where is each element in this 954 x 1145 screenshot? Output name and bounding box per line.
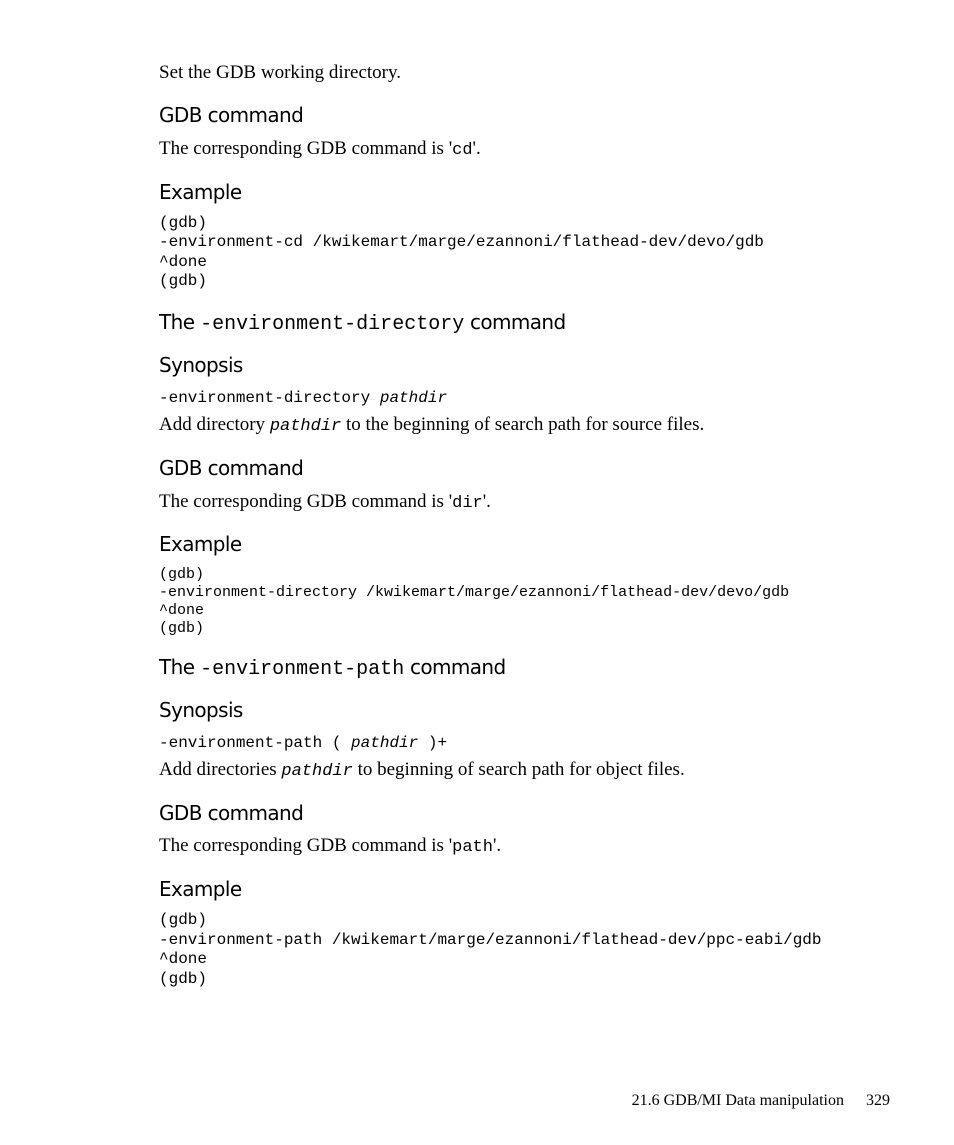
directory-title-post: command xyxy=(464,310,566,334)
directory-gdb-command-text xyxy=(159,491,491,515)
directory-title-pre: The xyxy=(159,310,201,334)
cd-example-code: (gdb) -environment-cd /kwikemart/marge/ezannoni/flathead-dev/devo/gdb ^done (gdb) xyxy=(159,214,764,290)
cd-gdb-code: cd xyxy=(452,141,473,160)
intro-text: Set the GDB working directory. xyxy=(159,62,402,83)
directory-synopsis-heading: Synopsis xyxy=(159,353,243,377)
directory-gdb-command-heading: GDB command xyxy=(159,456,304,480)
path-desc-post: to beginning of search path for object files. xyxy=(352,759,685,780)
cd-example-heading: Example xyxy=(159,180,242,204)
path-example-heading: Example xyxy=(159,877,242,901)
path-synopsis-tail: )+ xyxy=(418,734,448,752)
directory-title-code: -environment-directory xyxy=(200,313,465,336)
page-number: 329 xyxy=(866,1092,890,1109)
path-gdb-command-text xyxy=(159,835,501,859)
directory-example-code: (gdb) -environment-directory /kwikemart/marge/ezannoni/flathead-dev/devo/gdb ^done (gdb) xyxy=(159,566,790,637)
path-desc-code: pathdir xyxy=(281,762,353,781)
directory-desc-post: to the beginning of search path for source files. xyxy=(341,414,705,435)
directory-synopsis-cmd: -environment-directory xyxy=(159,389,380,407)
path-title-code: -environment-path xyxy=(200,658,405,681)
directory-gdb-text-pre: The corresponding GDB command is ' xyxy=(159,491,453,512)
path-example-code: (gdb) -environment-path /kwikemart/marge/ezannoni/flathead-dev/ppc-eabi/gdb ^done (gdb) xyxy=(159,911,822,988)
path-synopsis-code xyxy=(159,733,447,753)
page-footer xyxy=(159,1091,890,1111)
path-description xyxy=(159,759,685,783)
path-gdb-command-heading: GDB command xyxy=(159,801,304,825)
directory-synopsis-arg: pathdir xyxy=(379,389,448,407)
directory-desc-pre: Add directory xyxy=(159,414,270,435)
directory-synopsis-code xyxy=(159,388,447,408)
directory-desc-code: pathdir xyxy=(269,417,342,436)
path-synopsis-arg: pathdir xyxy=(351,734,419,752)
path-title-post: command xyxy=(404,655,506,679)
cd-gdb-text-post: '. xyxy=(472,138,481,159)
cd-gdb-command-text xyxy=(159,138,481,162)
directory-gdb-text-post: '. xyxy=(482,491,491,512)
directory-description xyxy=(159,414,704,438)
path-section-title xyxy=(159,655,506,682)
path-gdb-code: path xyxy=(452,838,493,857)
path-desc-pre: Add directories xyxy=(159,759,282,780)
directory-section-title xyxy=(159,310,566,337)
path-gdb-text-post: '. xyxy=(492,835,502,856)
path-synopsis-heading: Synopsis xyxy=(159,698,243,722)
cd-gdb-command-heading: GDB command xyxy=(159,103,304,127)
path-title-pre: The xyxy=(159,655,201,679)
directory-example-heading: Example xyxy=(159,532,242,556)
directory-gdb-code: dir xyxy=(452,494,483,513)
cd-gdb-text-pre: The corresponding GDB command is ' xyxy=(159,138,453,159)
path-gdb-text-pre: The corresponding GDB command is ' xyxy=(159,835,453,856)
footer-section-title: 21.6 GDB/MI Data manipulation xyxy=(631,1092,844,1109)
path-synopsis-cmd: -environment-path ( xyxy=(159,734,352,752)
